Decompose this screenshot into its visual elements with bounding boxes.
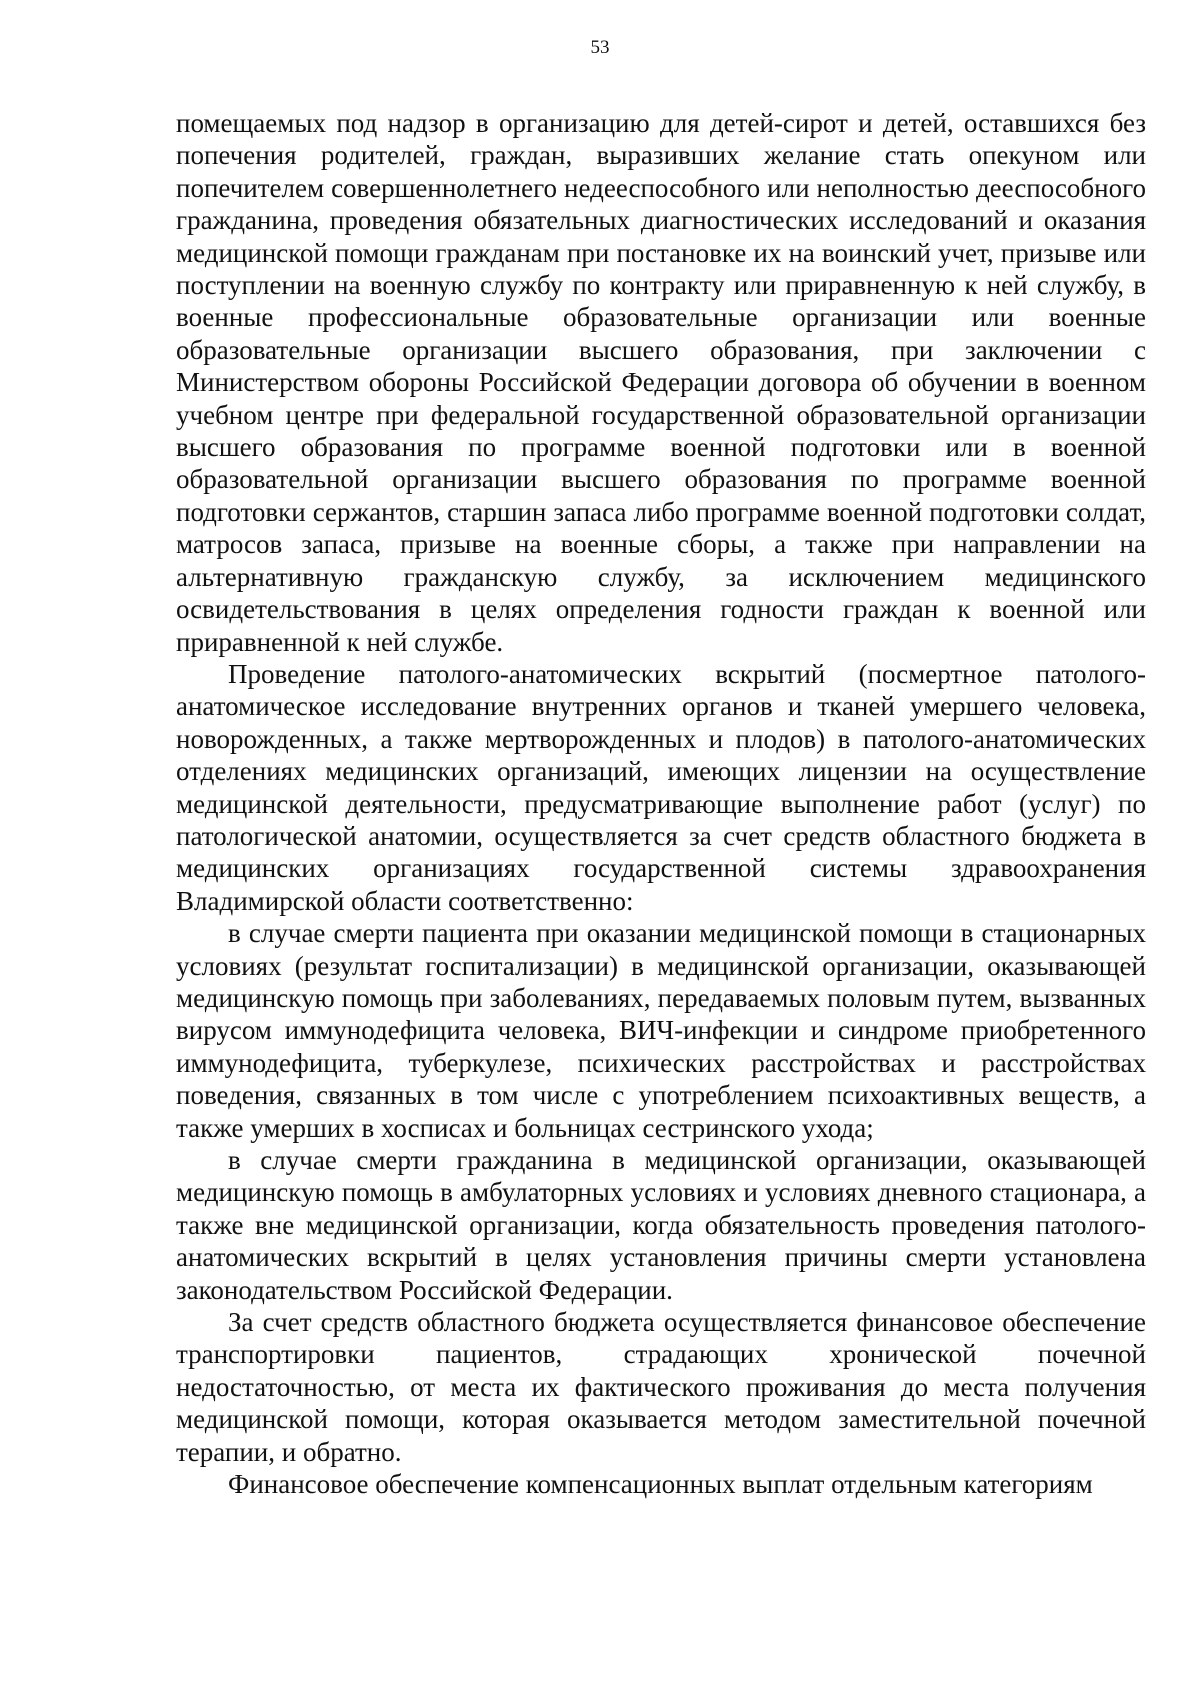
paragraph-5: За счет средств областного бюджета осуществляется финансовое обеспечение транспортировки пациентов, страдающих хронической почечной недостаточностью, от места их фактического проживания до места получения медицинской помощи, которая оказывается методом заместительной почечной терапии, и обратно. [176, 1307, 1146, 1467]
document-body [176, 107, 1146, 1500]
paragraph-3: в случае смерти пациента при оказании медицинской помощи в стационарных условиях (результат госпитализации) в медицинской организации, оказывающей медицинскую помощь при заболеваниях, передаваемых половым путем, вызванных вирусом иммунодефицита человека, ВИЧ-инфекции и синдроме приобретенного иммунодефицита, туберкулезе, психических расстройствах и расстройствах поведения, связанных в том числе с употреблением психоактивных веществ, а также умерших в хосписах и больницах сестринского ухода; [176, 918, 1146, 1143]
page-number: 53 [590, 37, 610, 58]
paragraph-6: Финансовое обеспечение компенсационных выплат отдельным категориям [228, 1469, 1093, 1500]
paragraph-1: помещаемых под надзор в организацию для детей-сирот и детей, оставшихся без попечения родителей, граждан, выразивших желание стать опекуном или попечителем совершеннолетнего недееспособного или неполностью дееспособного гражданина, проведения обязательных диагностических исследований и оказания медицинской помощи гражданам при постановке их на воинский учет, призыве или поступлении на военную службу по контракту или приравненную к ней службу, в военные профессиональные образовательные организации или военные образовательные организации высшего образования, при заключении с Министерством обороны Российской Федерации договора об обучении в военном учебном центре при федеральной государственной образовательной организации высшего образования по программе военной подготовки или в военной образовательной организации высшего образования по программе военной подготовки сержантов, старшин запаса либо программе военной подготовки солдат, матросов запаса, призыве на военные сборы, а также при направлении на альтернативную гражданскую службу, за исключением медицинского освидетельствования в целях определения годности граждан к военной или приравненной к ней службе. [176, 108, 1146, 657]
paragraph-2: Проведение патолого-анатомических вскрытий (посмертное патолого-анатомическое исследование внутренних органов и тканей умершего человека, новорожденных, а также мертворожденных и плодов) в патолого-анатомических отделениях медицинских организаций, имеющих лицензии на осуществление медицинской деятельности, предусматривающие выполнение работ (услуг) по патологической анатомии, осуществляется за счет средств областного бюджета в медицинских организациях государственной системы здравоохранения Владимирской области соответственно: [176, 658, 1146, 916]
paragraph-4: в случае смерти гражданина в медицинской организации, оказывающей медицинскую помощь в амбулаторных условиях и условиях дневного стационара, а также вне медицинской организации, когда обязательность проведения патолого-анатомических вскрытий в целях установления причины смерти установлена законодательством Российской Федерации. [176, 1145, 1146, 1305]
